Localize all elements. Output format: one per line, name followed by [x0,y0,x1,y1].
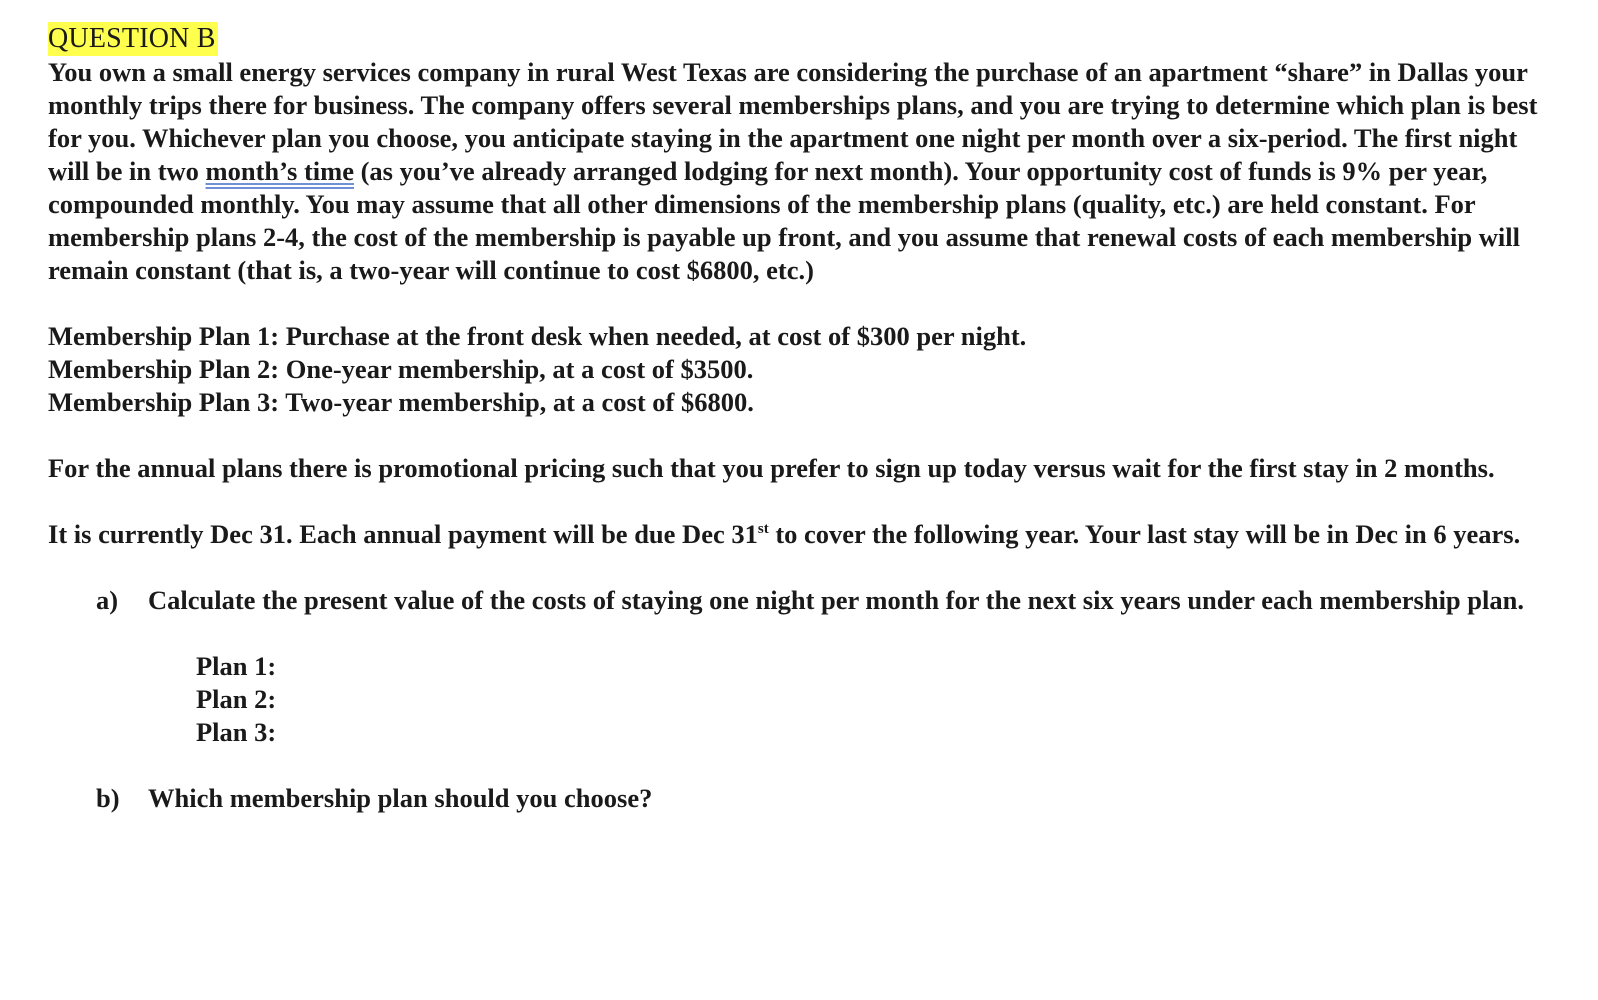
question-a-marker: a) [96,585,119,615]
current-date-paragraph [48,518,1558,551]
current-text-before: It is currently Dec 31. Each annual payment will be due Dec 31 [48,519,758,549]
question-a-text: Calculate the present value of the costs of staying one night per month for the next six years under each membership plan. [148,585,1525,615]
membership-plan-1: Membership Plan 1: Purchase at the front desk when needed, at cost of $300 per night. [48,321,1027,351]
intro-underlined-text: month’s time [205,156,354,186]
answer-plan-3: Plan 3: [196,717,277,747]
intro-text-2: (as you’ve already arranged lodging for next month). Your opportunity cost of funds is 9% per year, compounded monthly. You may assume that all other dimensions of the membership plans (quality, etc.) are held constant. For membership plans 2-4, the cost of the membership is payable up front, and you assume that renewal costs of each membership will remain constant (that is, a two-year will continue to cost $6800, etc.) [48,156,1520,285]
questions-list [96,584,1558,815]
membership-plans-list [48,320,1558,419]
current-text-after: to cover the following year. Your last stay will be in Dec in 6 years. [768,519,1521,549]
question-heading: QUESTION B [48,23,216,54]
answer-plan-1: Plan 1: [196,651,277,681]
membership-plan-2: Membership Plan 2: One-year membership, at a cost of $3500. [48,354,754,384]
question-a [96,584,1558,617]
question-b-marker: b) [96,783,120,813]
question-b [96,782,1558,815]
ordinal-superscript: st [757,521,769,538]
answer-plan-2: Plan 2: [196,684,277,714]
question-b-text: Which membership plan should you choose? [148,783,653,813]
intro-paragraph [48,56,1558,287]
intro-text-1: You own a small energy services company in rural West Texas are considering the purchase of an apartment “share” in Dallas your monthly trips there for business. The company offers several memberships plans, and you are trying to determine which plan is best for you. Whichever plan you choose, you anticipate staying in the apartment one night per month over a six-period. The first night will be in two [48,57,1538,186]
promo-paragraph: For the annual plans there is promotional pricing such that you prefer to sign up today versus wait for the first stay in 2 months. [48,453,1495,483]
membership-plan-3: Membership Plan 3: Two-year membership, at a cost of $6800. [48,387,754,417]
plan-answers [196,650,1558,749]
